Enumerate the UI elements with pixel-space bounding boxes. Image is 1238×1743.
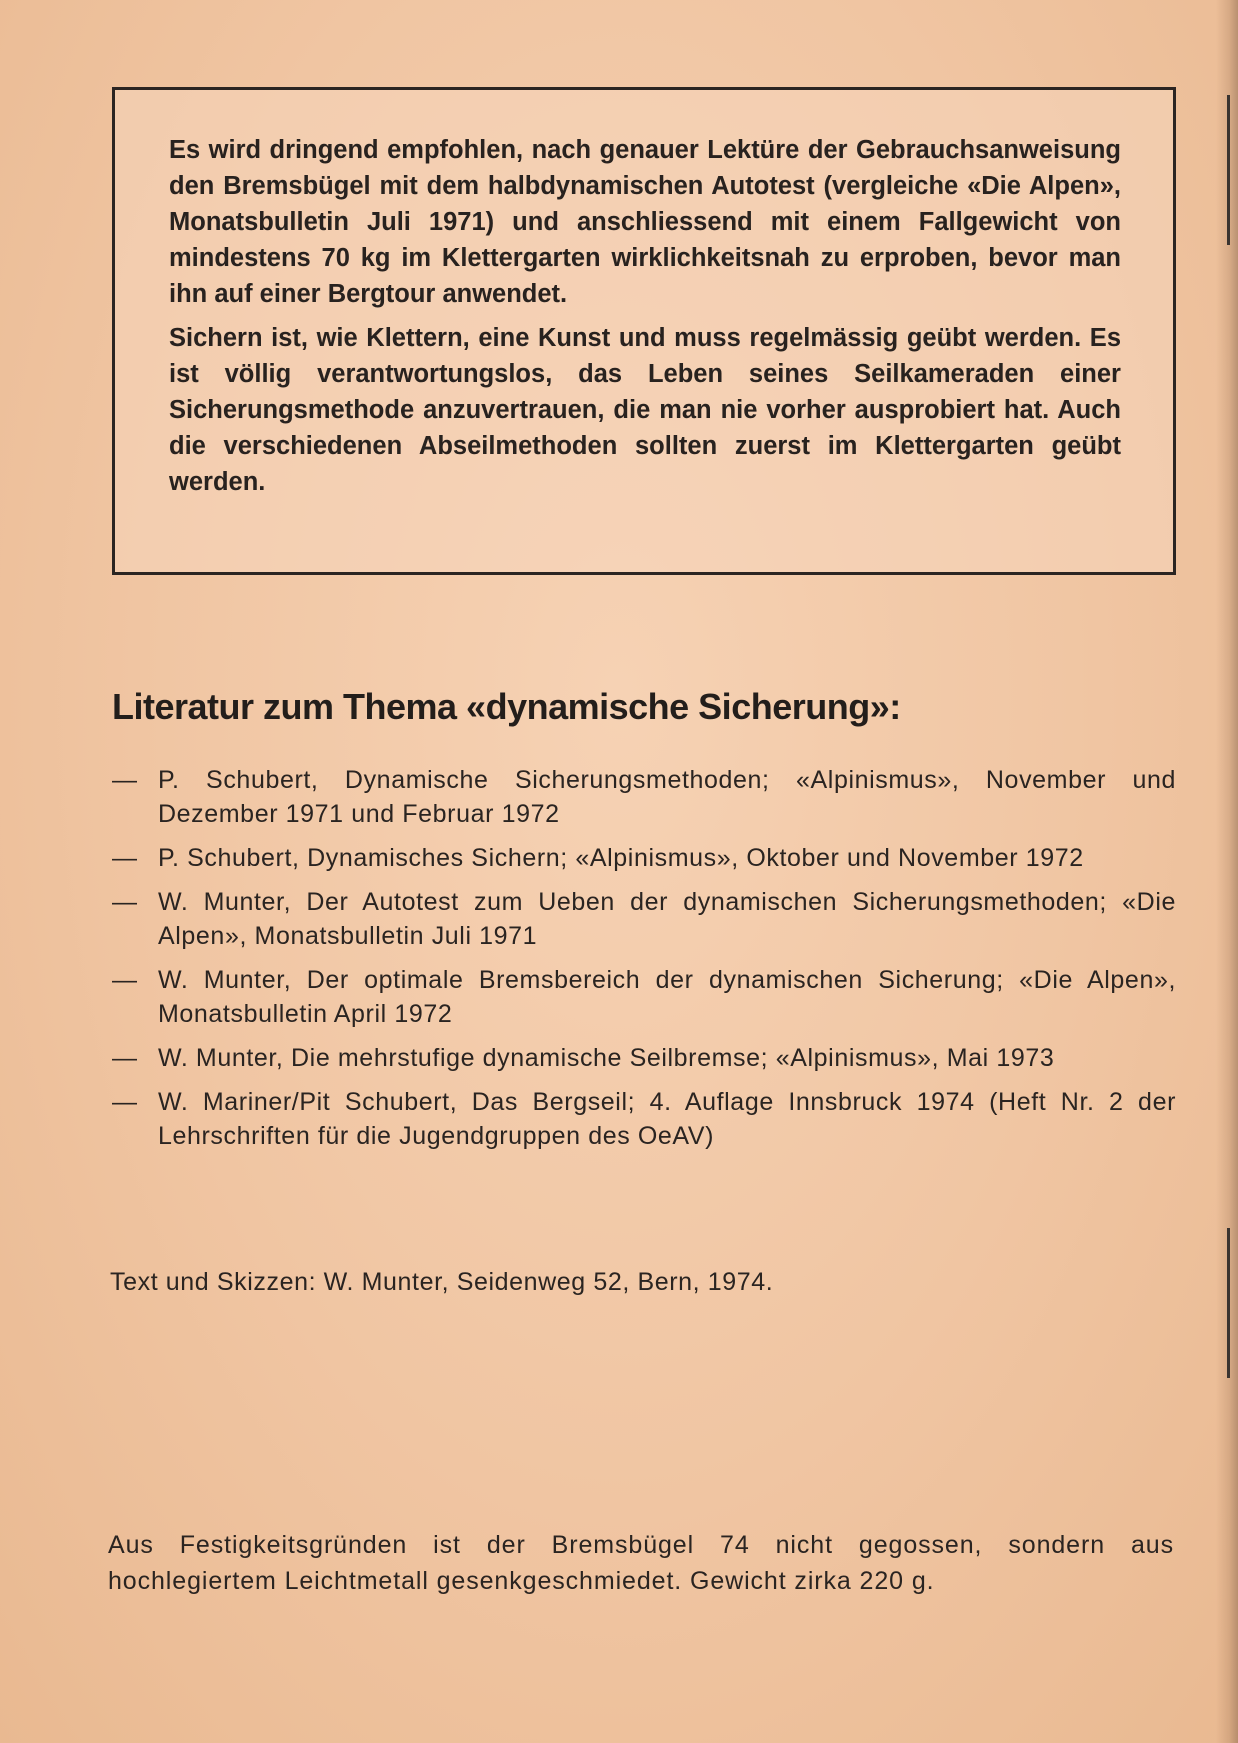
literature-item-text: P. Schubert, Dynamisches Sichern; «Alpinismus», Oktober und November 1972	[158, 844, 1084, 872]
literature-item	[112, 885, 1176, 953]
literature-item	[112, 763, 1176, 831]
list-dash: —	[112, 844, 138, 872]
notice-box	[112, 87, 1176, 575]
list-dash: —	[112, 888, 138, 916]
literature-item-text: W. Munter, Der optimale Bremsbereich der dynamischen Sicherung; «Die Alpen», Monatsbulletin April 1972	[158, 966, 1176, 1028]
literature-item	[112, 841, 1176, 875]
notice-paragraph-testing: Es wird dringend empfohlen, nach genauer Lektüre der Gebrauchsanweisung den Bremsbügel mit dem halbdynamischen Autotest (vergleiche «Die Alpen», Monatsbulletin Juli 1971) und anschliessend mit einem Fallgewicht von mindestens 70 kg im Klettergarten wirklichkeitsnah zu erproben, bevor man ihn auf einer Bergtour anwendet.	[169, 136, 1121, 308]
credit-line: Text und Skizzen: W. Munter, Seidenweg 52, Bern, 1974.	[110, 1268, 774, 1296]
literature-item-text: P. Schubert, Dynamische Sicherungsmethoden; «Alpinismus», November und Dezember 1971 und Februar 1972	[158, 766, 1176, 828]
literature-item	[112, 1041, 1176, 1075]
binding-mark-top	[1227, 95, 1230, 245]
binding-mark-bottom	[1227, 1228, 1230, 1378]
literature-list	[112, 763, 1176, 1163]
literature-item-text: W. Mariner/Pit Schubert, Das Bergseil; 4. Auflage Innsbruck 1974 (Heft Nr. 2 der Lehrschriften für die Jugendgruppen des OeAV)	[158, 1088, 1176, 1150]
literature-item-text: W. Munter, Der Autotest zum Ueben der dynamischen Sicherungsmethoden; «Die Alpen», Monatsbulletin Juli 1971	[158, 888, 1176, 950]
literature-item-text: W. Munter, Die mehrstufige dynamische Seilbremse; «Alpinismus», Mai 1973	[158, 1044, 1055, 1072]
literature-item	[112, 963, 1176, 1031]
footer-note: Aus Festigkeitsgründen ist der Bremsbügel 74 nicht gegossen, sondern aus hochlegiertem Leichtmetall gesenkgeschmiedet. Gewicht zirka 220 g.	[108, 1531, 1174, 1595]
notice-paragraph-practice: Sichern ist, wie Klettern, eine Kunst und muss regelmässig geübt werden. Es ist völlig verantwortungslos, das Leben seines Seilkameraden einer Sicherungsmethode anzuvertrauen, die man nie vorher ausprobiert hat. Auch die verschiedenen Abseilmethoden sollten zuerst im Klettergarten geübt werden.	[169, 324, 1121, 496]
list-dash: —	[112, 966, 138, 994]
list-dash: —	[112, 1088, 138, 1116]
list-dash: —	[112, 766, 138, 794]
list-dash: —	[112, 1044, 138, 1072]
page-edge-shadow	[1216, 0, 1238, 1743]
literature-item	[112, 1085, 1176, 1153]
literature-heading: Literatur zum Thema «dynamische Sicherung»:	[112, 686, 901, 727]
